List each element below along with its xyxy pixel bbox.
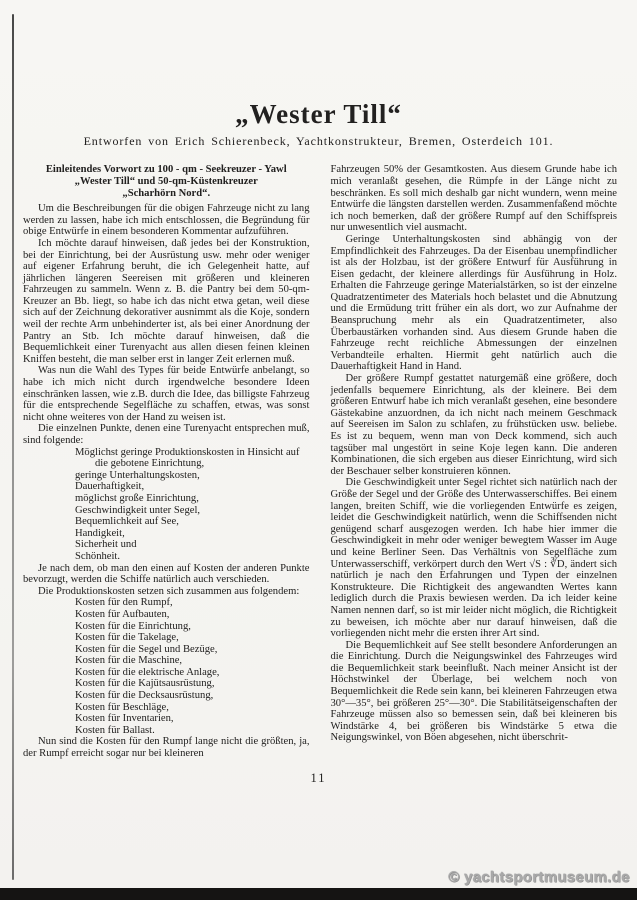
list-item: Kosten für die Takelage, bbox=[75, 632, 179, 644]
list-item: Handigkeit, bbox=[75, 527, 125, 539]
list-item: Bequemlichkeit auf See, bbox=[75, 516, 179, 528]
list-item: Sicherheit und bbox=[75, 539, 137, 551]
list-item: Kosten für Ballast. bbox=[75, 724, 155, 736]
page-footer bbox=[0, 769, 637, 787]
paragraph: Ich möchte darauf hinweisen, daß jedes bei der Konstruktion, bei der Einrichtung, bei der Ausrüstung usw. mehr oder weniger auf eigener Erfahrung beruht, die ich Gelegenheit hatte, auf jährlichen längeren Seereisen mit größeren und kleineren Fahrzeugen zu sammeln. Wenn z. B. die Pantry bei dem 50-qm-Kreuzer an Bb. liegt, so habe ich das nicht etwa getan, weil diese sich auf der Zeichnung dekorativer ausnimmt als die Koje, sondern weil der rechte Arm unbehinderter ist, als bei einer Anordnung der Pantry an Stb. Ich möchte darauf hinweisen, daß die Bequemlichkeit einer Turenyacht aus allen diesen feinen kleinen Kniffen besteht, die man selber erst in langer Zeit erlernen muß. bbox=[23, 237, 310, 365]
scan-edge-artifact bbox=[12, 14, 14, 880]
item-list bbox=[23, 447, 310, 563]
paragraph: Die einzelnen Punkte, denen eine Turenyacht entsprechen muß, sind folgende: bbox=[23, 423, 310, 446]
page-title: „Wester Till“ bbox=[235, 99, 402, 129]
heading-line: Einleitendes Vorwort zu 100 - qm - Seekreuzer - Yawl bbox=[45, 164, 287, 176]
list-item: Kosten für den Rumpf, bbox=[75, 597, 173, 609]
list-item: Kosten für Beschläge, bbox=[75, 701, 169, 713]
paragraph: Je nach dem, ob man den einen auf Kosten der anderen Punkte bevorzugt, werden die Schiffe natürlich auch verschieden. bbox=[23, 562, 310, 586]
list-item: Möglichst geringe Produktionskosten in Hinsicht auf die gebotene Einrichtung, bbox=[75, 446, 300, 470]
section-heading bbox=[23, 164, 310, 199]
paragraph: Was nun die Wahl des Types für beide Entwürfe anbelangt, so habe ich mich nicht durch irgendwelche besondere Ideen einschränken lassen, wie z.B. durch die Idee, das billigste Fahrzeug für die entsprechende Segelfläche zu schaffen, etwas, was sonst nicht ohne weiteres von der Hand zu weisen ist. bbox=[23, 365, 310, 423]
heading-line: „Scharhörn Nord“. bbox=[122, 187, 211, 199]
right-column bbox=[331, 164, 618, 759]
list-item: Kosten für Aufbauten, bbox=[75, 608, 170, 620]
paragraph: Geringe Unterhaltungskosten sind abhängig von der Empfindlichkeit des Fahrzeuges. Da der Eisenbau unempfindlicher ist als der Holzbau, ist der größere Entwurf für Ausführung in Eisen gedacht, der kleinere allerdings für Ausführung in Holz. Erhalten die Fahrzeuge geringe Materialstärken, so ist der einzelne Quadratzentimeter des Materials hoch belastet und die Abnutzung und die Ermüdung tritt früher ein als dort, wo zur Aufnahme der Beanspruchung mehr als ein Quadratzentimeter, also Überbaustärken vorhanden sind. Aus diesem Grunde haben die Fahrzeuge recht reichliche Abmessungen der einzelnen Verbandteile erhalten. Hiermit geht natürlich auch die Dauerhaftigkeit Hand in Hand. bbox=[330, 233, 617, 373]
list-item: geringe Unterhaltungskosten, bbox=[75, 469, 200, 481]
left-column-text bbox=[23, 203, 310, 760]
page-subtitle: Entworfen von Erich Schierenbeck, Yachtkonstrukteur, Bremen, Osterdeich 101. bbox=[83, 134, 554, 149]
paragraph: Die Produktionskosten setzen sich zusammen aus folgendem: bbox=[38, 585, 300, 597]
right-column-text bbox=[331, 164, 618, 744]
list-item: Kosten für die Segel und Bezüge, bbox=[75, 643, 218, 655]
list-item: Geschwindigkeit unter Segel, bbox=[75, 504, 201, 516]
paragraph: Um die Beschreibungen für die obigen Fahrzeuge nicht zu lang werden zu lassen, habe ich mich entschlossen, die Begründung für obige Entwürfe in einem besonderen Kommentar aufzuführen. bbox=[23, 203, 310, 238]
list-item: Kosten für die Decksausrüstung, bbox=[75, 690, 214, 702]
list-item: möglichst große Einrichtung, bbox=[75, 492, 199, 504]
scan-bottom-strip bbox=[0, 888, 637, 900]
watermark: © yachtsportmuseum.de bbox=[448, 869, 630, 886]
heading-line: „Wester Till“ und 50-qm-Küstenkreuzer bbox=[74, 175, 258, 187]
list-item: Kosten für die Einrichtung, bbox=[75, 620, 191, 632]
masthead bbox=[0, 0, 637, 149]
text-columns bbox=[0, 149, 637, 759]
paragraph: Nun sind die Kosten für den Rumpf lange nicht die größten, ja, der Rumpf erreicht sogar nur bei kleineren bbox=[23, 736, 310, 760]
list-item: Kosten für Inventarien, bbox=[75, 713, 174, 725]
paragraph: Die Geschwindigkeit unter Segel richtet sich natürlich nach der Größe der Segel und der Größe des Unterwasserschiffes. Bei einem langen, breiten Schiff, wie die vorliegenden Entwürfe es zeigen, leidet die Geschwindigkeit natürlich, wenn die Schiffsenden nicht genügend scharf ausgezogen werden. Ich habe hier immer die Geschwindigkeit in mehr oder weniger bewegtem Wasser im Auge und keine Berliner Seen. Das Verhältnis von Segelfläche zum Unterwasserschiff, verkörpert durch den Wert √S : ∛D, ändert sich natürlich je nach den Erfahrungen und Typen der einzelnen Konstrukteure. Die Richtigkeit des angewandten Wertes kann lediglich durch die Praxis bewiesen werden. Da ich leider keine Namen nennen darf, so ist mir leider nicht möglich, die Richtigkeit zu beweisen, ich möchte aber nur darauf hinweisen, daß die vorliegenden nicht mehr die ersten ihrer Art sind. bbox=[330, 477, 617, 640]
list-item: Kosten für die Kajütsausrüstung, bbox=[75, 678, 215, 690]
list-item: Dauerhaftigkeit, bbox=[75, 481, 145, 493]
list-item: Kosten für die elektrische Anlage, bbox=[75, 666, 220, 678]
paragraph: Die Bequemlichkeit auf See stellt besondere Anforderungen an die Einrichtung. Durch die Neigungswinkel des Fahrzeuges wird die Bequemlichkeit stark beeinflußt. Nach meiner Ansicht ist der Höchstwinkel der Überlage, bei welchem noch von Bequemlichkeit die Rede sein kann, bei kleineren Fahrzeugen etwa 30°—35°, bei größeren 25°—30°. Die Stabilitätseigenschaften der Fahrzeuge müssen also so bemessen sein, daß bei kleineren bis Windstärke 4, bei größeren bis Windstärke 5 etwa die Neigungswinkel, von Böen abgesehen, nicht überschrit- bbox=[330, 639, 617, 744]
paragraph: Der größere Rumpf gestattet naturgemäß eine größere, doch jedenfalls bequemere Einrichtung, als der kleinere. Bei dem größeren Entwurf habe ich mich veranlaßt gesehen, eine besondere Gästekabine anzuordnen, da ich nicht nach meinem Geschmack auf Seereisen im Salon zu schlafen, zu frühstücken usw. beliebe. Es ist zu bequem, wenn man von Deck kommend, sich auch tagsüber mal ungestört in seine Koje legen kann. Die anderen Kombinationen, die sich ergeben aus dieser Einrichtung, wird sich der Beschauer selber konstruieren können. bbox=[330, 373, 617, 477]
item-list bbox=[23, 597, 310, 736]
paragraph: Fahrzeugen 50% der Gesamtkosten. Aus diesem Grunde habe ich mich veranlaßt gesehen, die Rümpfe in der Länge nicht zu beschränken. Es soll mich deshalb gar nicht wundern, wenn meine Entwürfe die längsten darstellen werden. Zusammenfaßend möchte ich noch bemerken, daß der größere Rumpf auf den Schiffspreis nur unwesentlich viel ausmacht. bbox=[330, 164, 617, 234]
list-item: Kosten für die Maschine, bbox=[75, 655, 183, 667]
left-column bbox=[23, 164, 310, 759]
list-item: Schönheit. bbox=[75, 550, 121, 562]
page-number: 11 bbox=[310, 770, 327, 785]
